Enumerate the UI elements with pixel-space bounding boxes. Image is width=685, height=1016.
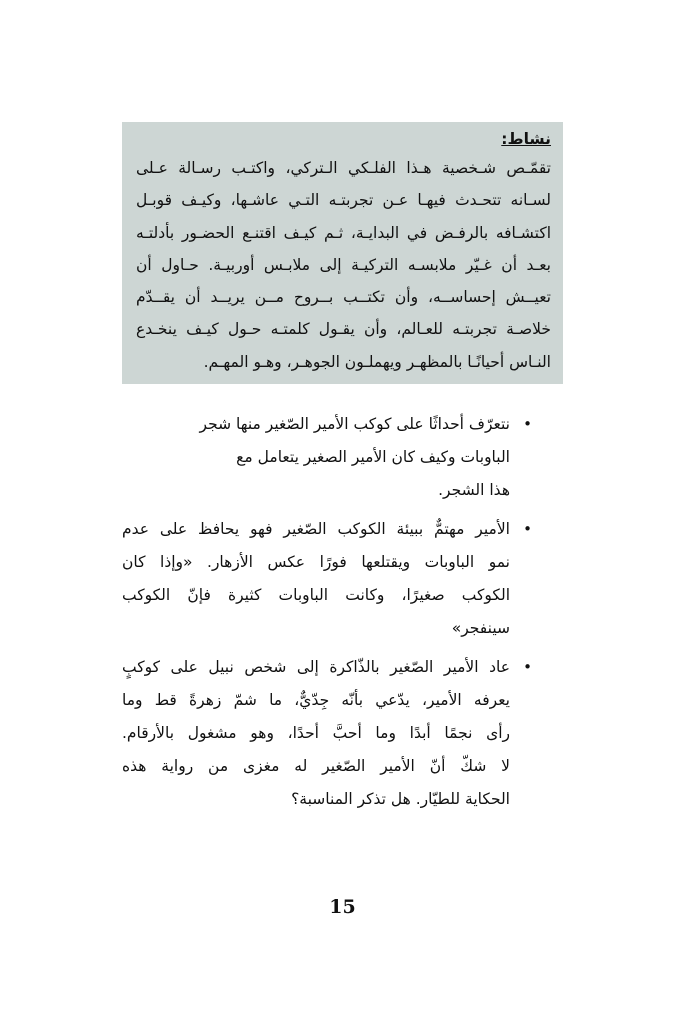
bullet-dot-icon: •: [523, 415, 532, 433]
bullet-dot-icon: •: [523, 658, 532, 676]
bullet-line: لا شكّ أنّ الأمير الصّغير له مغزى من رواية هذه: [122, 757, 510, 775]
activity-line: اكتشـافه بالرفـض في البدايـة، ثـم كيـف اقتنـع الحضـور بأدلتـه: [136, 223, 551, 242]
bullet-item: [122, 513, 532, 645]
activity-line: خلاصـة تجربتـه للعـالم، وأن يقـول كلمتـه حـول كيـف ينخـدع: [136, 320, 551, 339]
bullet-line: نتعرّف أحداثًا على كوكب الأمير الصّغير منها شجر: [199, 415, 510, 433]
bullet-line: يعرفه الأمير، يدّعي بأنّه جِدّيٌّ، ما شمّ زهرةً قط وما: [122, 691, 510, 709]
activity-title: نشاط:: [501, 130, 551, 148]
bullet-line: سينفجر»: [451, 619, 510, 637]
activity-line: تعيــش إحساســه، وأن تكتــب بــروح مــن يريــد أن يقــدّم: [136, 288, 551, 307]
activity-line: النـاس أحيانًـا بالمظهـر ويهملـون الجوهـر، وهـو المهـم.: [203, 352, 551, 371]
bullet-line: الأمير مهتمٌّ ببيئة الكوكب الصّغير فهو يحافظ على عدم: [122, 520, 510, 538]
page-number: 15: [329, 896, 356, 918]
bullet-line: نمو الباوبات ويقتلعها فورًا عكس الأزهار. «وإذا كان: [122, 553, 510, 571]
bullet-line: الكوكب صغيرًا، وكانت الباوبات كثيرة فإنّ الكوكب: [122, 586, 510, 604]
bullet-item: [122, 651, 532, 816]
bullet-list: [122, 408, 532, 822]
bullet-line: رأى نجمًا أبدًا وما أحبَّ أحدًا، وهو مشغول بالأرقام.: [122, 724, 510, 742]
bullet-item: [122, 408, 532, 507]
bullet-dot-icon: •: [523, 520, 532, 538]
activity-box: [122, 122, 563, 384]
bullet-line: الباوبات وكيف كان الأمير الصغير يتعامل مع: [236, 448, 510, 466]
activity-line: بعـد أن غـيّر ملابسـه التركيـة إلى ملابـس أوربيـة. حـاول أن: [136, 255, 551, 274]
bullet-line: الحكاية للطيّار. هل تذكر المناسبة؟: [291, 790, 510, 808]
bullet-line: هذا الشجر.: [438, 481, 510, 499]
bullet-line: عاد الأمير الصّغير بالذّاكرة إلى شخص نبيل على كوكبٍ: [122, 658, 510, 676]
activity-line: تقمّـص شـخصية هـذا الفلـكي الـتركي، واكتـب رسـالة عـلى: [136, 159, 551, 177]
activity-line: لسـانه تتحـدث فيهـا عـن تجربتـه التـي عاشـها، وكيـف قوبـل: [136, 191, 551, 210]
